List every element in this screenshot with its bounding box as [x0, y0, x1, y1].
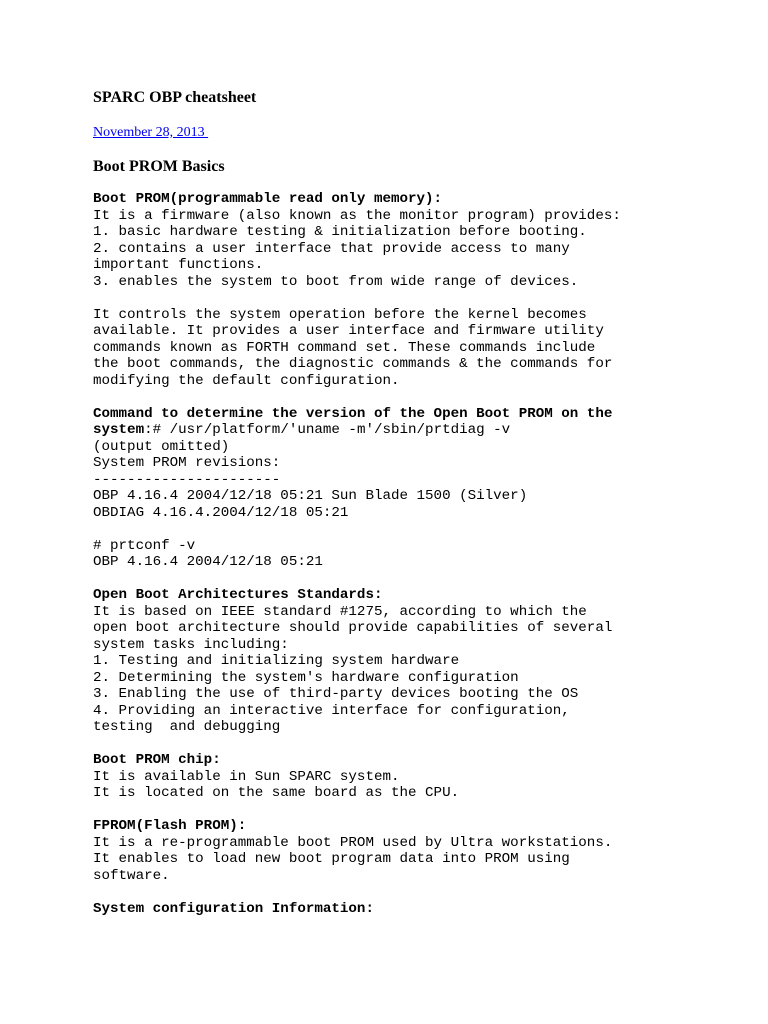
- architecture-standards-line: system tasks including:: [93, 636, 289, 653]
- spacer: [93, 802, 621, 819]
- boot-prom-chip-line: It is located on the same board as the CPU.: [93, 785, 460, 801]
- command-output-line: OBDIAG 4.16.4.2004/12/18 05:21: [93, 504, 349, 521]
- boot-prom-line: 2. contains a user interface that provide access to many: [93, 240, 570, 257]
- command-output-line: (output omitted): [93, 438, 230, 455]
- architecture-standards-line: 2. Determining the system's hardware configuration: [93, 669, 519, 686]
- boot-prom-paragraph-line: modifying the default configuration.: [93, 372, 400, 389]
- date-link[interactable]: November 28, 2013: [93, 125, 209, 140]
- document-title: SPARC OBP cheatsheet: [93, 89, 257, 106]
- boot-prom-paragraph-line: commands known as FORTH command set. These commands include: [93, 339, 596, 356]
- architecture-standards-line: testing and debugging: [93, 719, 281, 735]
- system-configuration-heading: System configuration Information:: [93, 900, 374, 917]
- spacer: [93, 736, 621, 753]
- command-output-line: ----------------------: [93, 471, 281, 488]
- cheatsheet-body: [93, 191, 621, 917]
- boot-prom-paragraph-line: the boot commands, the diagnostic commands & the commands for: [93, 356, 613, 372]
- boot-prom-paragraph-line: available. It provides a user interface and firmware utility: [93, 323, 604, 339]
- architecture-standards-line: 4. Providing an interactive interface for configuration,: [93, 702, 570, 719]
- architecture-standards-line: 3. Enabling the use of third-party devices booting the OS: [93, 686, 579, 702]
- command-output-line: System PROM revisions:: [93, 455, 281, 471]
- architecture-standards-line: 1. Testing and initializing system hardware: [93, 653, 460, 669]
- spacer: [93, 884, 621, 901]
- fprom-line: software.: [93, 867, 170, 884]
- boot-prom-line: 3. enables the system to boot from wide range of devices.: [93, 273, 579, 290]
- boot-prom-heading: Boot PROM(programmable read only memory):: [93, 191, 443, 207]
- command-output-line: OBP 4.16.4 2004/12/18 05:21 Sun Blade 1500 (Silver): [93, 488, 528, 504]
- fprom-heading: FPROM(Flash PROM):: [93, 818, 247, 834]
- boot-prom-chip-line: It is available in Sun SPARC system.: [93, 768, 400, 785]
- architecture-standards-heading: Open Boot Architectures Standards:: [93, 587, 383, 603]
- boot-prom-line: 1. basic hardware testing & initialization before booting.: [93, 224, 587, 240]
- fprom-line: It enables to load new boot program data into PROM using: [93, 851, 570, 867]
- version-command-text: :# /usr/platform/'uname -m'/sbin/prtdiag -v: [144, 422, 511, 438]
- boot-prom-line: It is a firmware (also known as the monitor program) provides:: [93, 207, 621, 224]
- section-heading-boot-prom-basics: Boot PROM Basics: [93, 158, 225, 175]
- version-command-line: [93, 422, 621, 439]
- spacer: [93, 521, 621, 538]
- spacer: [93, 571, 621, 588]
- architecture-standards-line: open boot architecture should provide capabilities of several: [93, 620, 613, 636]
- version-command-heading: Command to determine the version of the Open Boot PROM on the: [93, 405, 613, 422]
- architecture-standards-line: It is based on IEEE standard #1275, according to which the: [93, 603, 587, 620]
- spacer: [93, 389, 621, 406]
- boot-prom-paragraph-line: It controls the system operation before the kernel becomes: [93, 306, 587, 323]
- fprom-line: It is a re-programmable boot PROM used by Ultra workstations.: [93, 834, 613, 851]
- version-command-heading-tail: system: [93, 422, 145, 438]
- spacer: [93, 290, 621, 307]
- boot-prom-line: important functions.: [93, 257, 264, 273]
- prtconf-line: OBP 4.16.4 2004/12/18 05:21: [93, 554, 323, 570]
- prtconf-line: # prtconf -v: [93, 537, 196, 554]
- boot-prom-chip-heading: Boot PROM chip:: [93, 752, 221, 768]
